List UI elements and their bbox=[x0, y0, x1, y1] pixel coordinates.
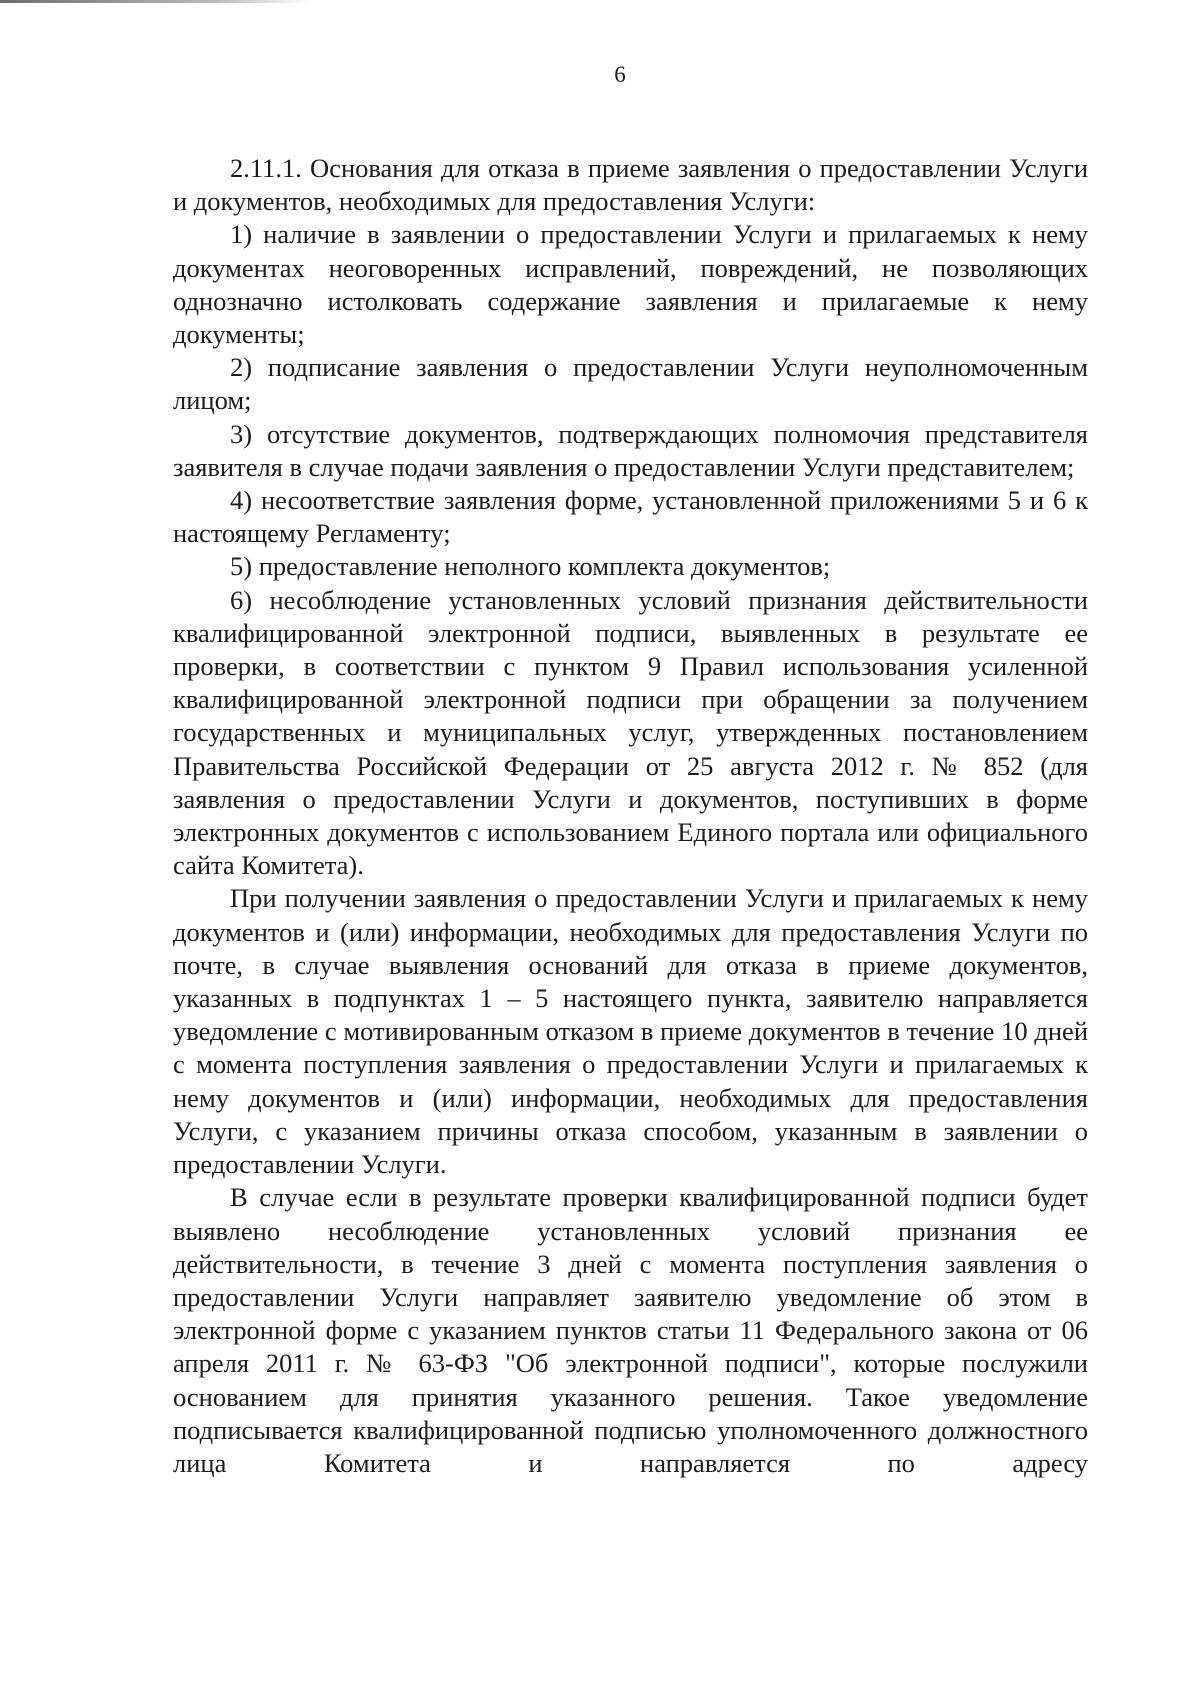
paragraph-signature-check: В случае если в результате проверки квалифицированной подписи будет выявлено несоблюдение установленных условий признания ее действительности, в течение 3 дней с момента поступления заявления о предоставлении Услуги направляет заявителю уведомление об этом в электронной форме с указанием пунктов статьи 11 Федерального закона от 06 апреля 2011 г. № 63-ФЗ "Об электронной подписи", которые послужили основанием для принятия указанного решения. Такое уведомление подписывается квалифицированной подписью уполномоченного должностного лица Комитета и направляется по адресу bbox=[173, 1182, 1088, 1478]
list-item-2: 2) подписание заявления о предоставлении Услуги неуполномоченным лицом; bbox=[173, 352, 1088, 416]
list-item-4: 4) несоответствие заявления форме, установленной приложениями 5 и 6 к настоящему Регламенту; bbox=[173, 485, 1088, 549]
paragraph-postal-refusal: При получении заявления о предоставлении Услуги и прилагаемых к нему документов и (или) информации, необходимых для предоставления Услуги по почте, в случае выявления оснований для отказа в приеме документов, указанных в подпунктах 1 – 5 настоящего пункта, заявителю направляется уведомление с мотивированным отказом в приеме документов в течение 10 дней с момента поступления заявления о предоставлении Услуги и прилагаемых к нему документов и (или) информации, необходимых для предоставления Услуги, с указанием причины отказа способом, указанным в заявлении о предоставлении Услуги. bbox=[173, 883, 1088, 1180]
list-item-6: 6) несоблюдение установленных условий признания действительности квалифицированной электронной подписи, выявленных в результате ее проверки, в соответствии с пунктом 9 Правил использования усиленной квалифицированной электронной подписи при обращении за получением государственных и муниципальных услуг, утвержденных постановлением Правительства Российской Федерации от 25 августа 2012 г. № 852 (для заявления о предоставлении Услуги и документов, поступивших в форме электронных документов с использованием Единого портала или официального сайта Комитета). bbox=[173, 584, 1088, 881]
list-item-5: 5) предоставление неполного комплекта документов; bbox=[230, 551, 831, 582]
list-item-3: 3) отсутствие документов, подтверждающих полномочия представителя заявителя в случае подачи заявления о предоставлении Услуги представителем; bbox=[173, 418, 1088, 482]
scan-edge bbox=[0, 0, 310, 3]
document-body bbox=[173, 152, 1088, 1480]
page-number: 6 bbox=[614, 62, 626, 87]
list-item-1: 1) наличие в заявлении о предоставлении Услуги и прилагаемых к нему документах неоговоренных исправлений, повреждений, не позволяющих однозначно истолковать содержание заявления и прилагаемые к нему документы; bbox=[173, 219, 1088, 350]
paragraph-2-11-1: 2.11.1. Основания для отказа в приеме заявления о предоставлении Услуги и документов, необходимых для предоставления Услуги: bbox=[173, 153, 1088, 217]
